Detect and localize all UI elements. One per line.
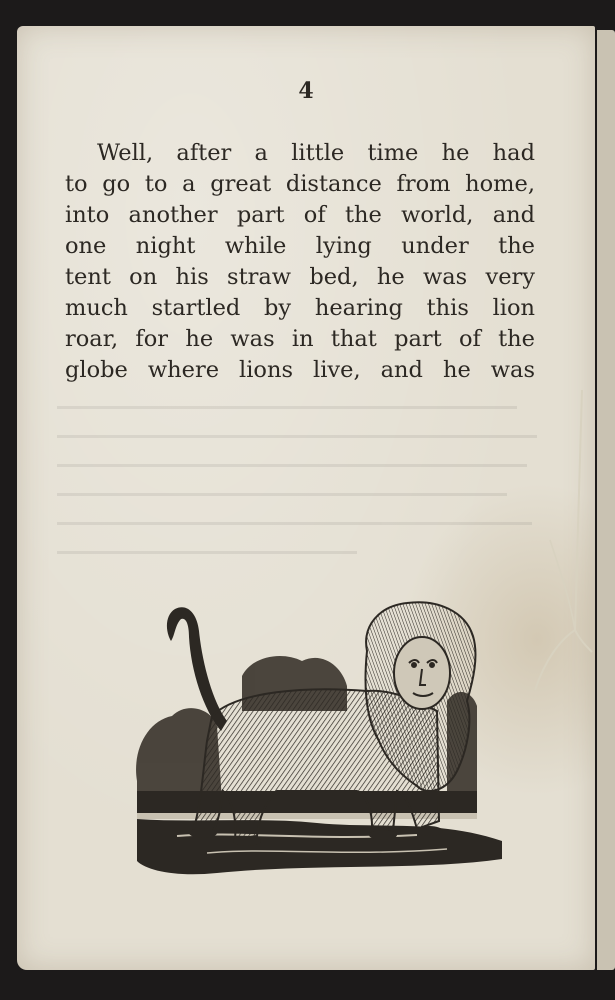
lion-face <box>394 637 450 709</box>
text-line-5: tent on his straw bed, he was very <box>65 264 535 290</box>
text-line-8: globe where lions live, and he was <box>65 357 535 383</box>
text-line-4: one night while lying under the <box>65 233 535 259</box>
text-line-6: much startled by hearing this lion <box>65 295 535 321</box>
show-through-text <box>57 406 557 606</box>
body-text <box>65 138 535 386</box>
book-page <box>17 26 595 970</box>
text-line-1: Well, after a little time he had <box>97 140 535 166</box>
text-line-3: into another part of the world, and <box>65 202 535 228</box>
lion-woodcut-illustration <box>117 591 507 891</box>
binding-thread <box>520 390 600 710</box>
text-line-7: roar, for he was in that part of the <box>65 326 535 352</box>
page-number: 4 <box>298 78 314 104</box>
text-line-2: to go to a great distance from home, <box>65 171 535 197</box>
